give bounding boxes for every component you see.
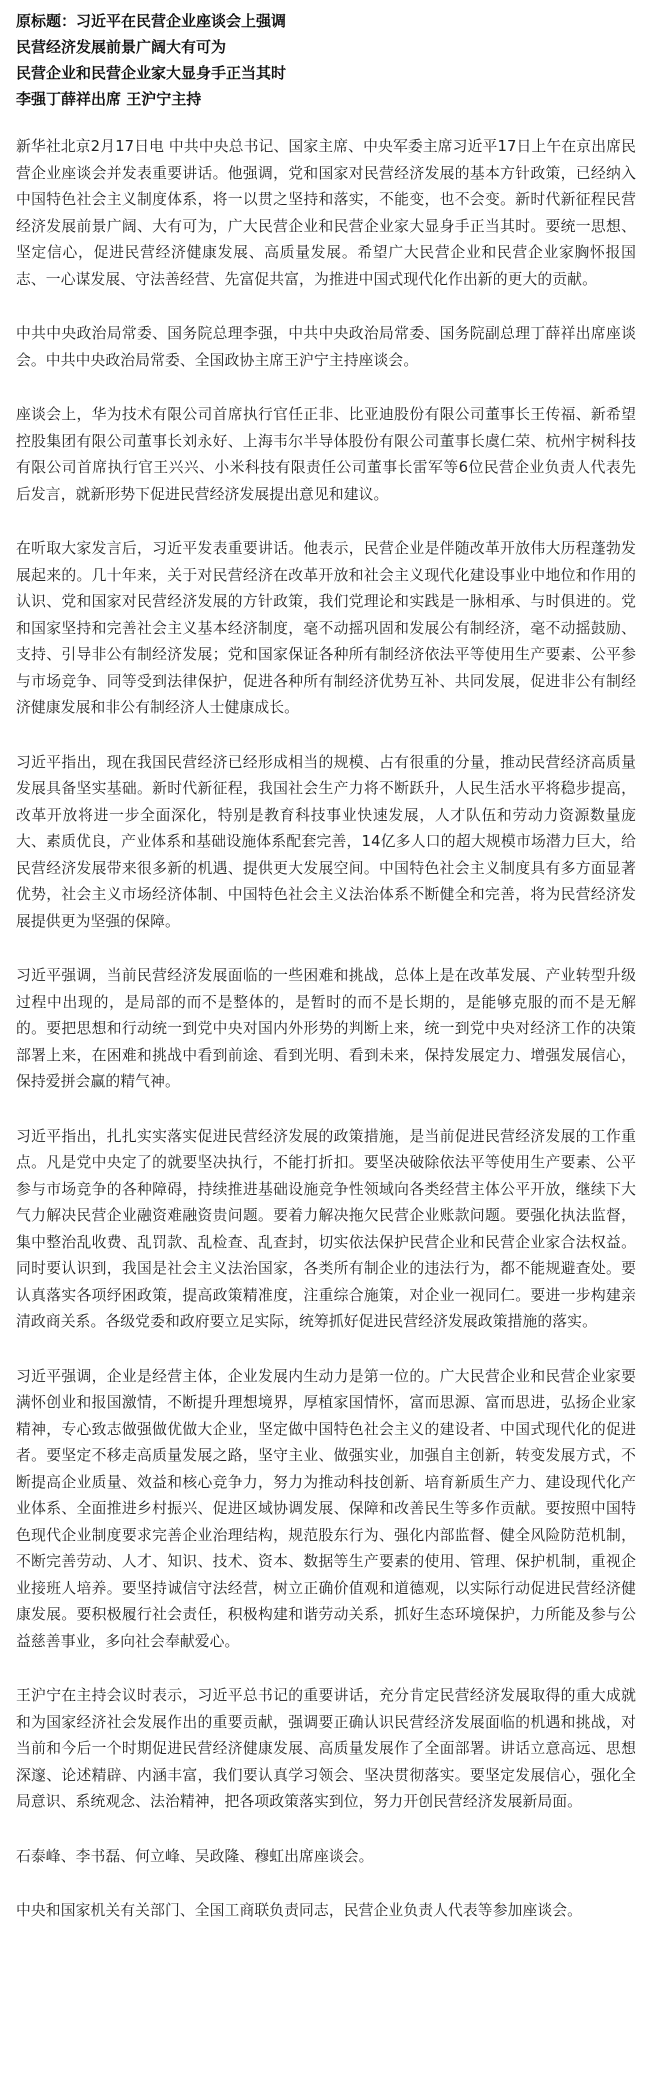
paragraph-10: 石泰峰、李书磊、何立峰、吴政隆、穆虹出席座谈会。: [16, 1847, 374, 1865]
paragraph-9: 王沪宁在主持会议时表示，习近平总书记的重要讲话，充分肯定民营经济发展取得的重大成就和为国家经济社会发展作出的重要贡献，强调要正确认识民营经济发展面临的机遇和挑战，对当前和今后一个时期促进民营经济健康发展、高质量发展作了全面部署。讲话立意高远、思想深邃、论述精辟、内涵丰富，我们要认真学习领会、坚决贯彻落实。要坚定发展信心，强化全局意识、系统观念、法治精神，把各项政策落实到位，努力开创民营经济发展新局面。: [16, 1687, 636, 1810]
paragraph-8: 习近平强调，企业是经营主体，企业发展内生动力是第一位的。广大民营企业和民营企业家要满怀创业和报国激情，不断提升理想境界，厚植家国情怀，富而思源、富而思进，弘扬企业家精神，专心致志做强做优做大企业，坚定做中国特色社会主义的建设者、中国式现代化的促进者。要坚定不移走高质量发展之路，坚守主业、做强实业，加强自主创新，转变发展方式，不断提高企业质量、效益和核心竞争力，努力为推动科技创新、培育新质生产力、建设现代化产业体系、全面推进乡村振兴、促进区域协调发展、保障和改善民生等多作贡献。要按照中国特色现代企业制度要求完善企业治理结构，规范股东行为、强化内部监督、健全风险防范机制，不断完善劳动、人才、知识、技术、资本、数据等生产要素的使用、管理、保护机制，重视企业接班人培养。要坚持诚信守法经营，树立正确价值观和道德观，以实际行动促进民营经济健康发展。要积极履行社会责任，积极构建和谐劳动关系，抓好生态环境保护，力所能及参与公益慈善事业，多向社会奉献爱心。: [16, 1367, 636, 1650]
title-line-3: 李强丁薛祥出席 王沪宁主持: [16, 90, 202, 108]
paragraph-3: 座谈会上，华为技术有限公司首席执行官任正非、比亚迪股份有限公司董事长王传福、新希望控股集团有限公司董事长刘永好、上海韦尔半导体股份有限公司董事长虞仁荣、杭州宇树科技有限公司首席执行官王兴兴、小米科技有限责任公司董事长雷军等6位民营企业负责人代表先后发言，就新形势下促进民营经济发展提出意见和建议。: [16, 406, 636, 503]
paragraph-1: 新华社北京2月17日电 中共中央总书记、国家主席、中央军委主席习近平17日上午在京出席民营企业座谈会并发表重要讲话。他强调，党和国家对民营经济发展的基本方针政策，已经纳入中国特色社会主义制度体系，将一以贯之坚持和落实，不能变，也不会变。新时代新征程民营经济发展前景广阔、大有可为，广大民营企业和民营企业家大显身手正当其时。要统一思想、坚定信心，促进民营经济健康发展、高质量发展。希望广大民营企业和民营企业家胸怀报国志、一心谋发展、守法善经营、先富促共富，为推进中国式现代化作出新的更大的贡献。: [16, 138, 636, 288]
title-line-2: 民营企业和民营企业家大显身手正当其时: [16, 64, 287, 82]
paragraph-2: 中共中央政治局常委、国务院总理李强，中共中央政治局常委、国务院副总理丁薛祥出席座谈会。中共中央政治局常委、全国政协主席王沪宁主持座谈会。: [16, 325, 636, 369]
headline-block: [16, 8, 636, 112]
paragraph-5: 习近平指出，现在我国民营经济已经形成相当的规模、占有很重的分量，推动民营经济高质量发展具备坚实基础。新时代新征程，我国社会生产力将不断跃升，人民生活水平将稳步提高，改革开放将进一步全面深化，特别是教育科技事业快速发展，人才队伍和劳动力资源数量庞大、素质优良，产业体系和基础设施体系配套完善，14亿多人口的超大规模市场潜力巨大，给民营经济发展带来很多新的机遇、提供更大发展空间。中国特色社会主义制度具有多方面显著优势，社会主义市场经济体制、中国特色社会主义法治体系不断健全和完善，将为民营经济发展提供更为坚强的保障。: [16, 753, 636, 930]
paragraph-4: 在听取大家发言后，习近平发表重要讲话。他表示，民营企业是伴随改革开放伟大历程蓬勃发展起来的。几十年来，关于对民营经济在改革开放和社会主义现代化建设事业中地位和作用的认识、党和国家对民营经济发展的方针政策，我们党理论和实践是一脉相承、与时俱进的。党和国家坚持和完善社会主义基本经济制度，毫不动摇巩固和发展公有制经济，毫不动摇鼓励、支持、引导非公有制经济发展；党和国家保证各种所有制经济依法平等使用生产要素、公平参与市场竞争、同等受到法律保护，促进各种所有制经济优势互补、共同发展，促进非公有制经济健康发展和非公有制经济人士健康成长。: [16, 540, 636, 716]
paragraph-11: 中央和国家机关有关部门、全国工商联负责同志，民营企业负责人代表等参加座谈会。: [16, 1902, 583, 1919]
original-title: 原标题：习近平在民营企业座谈会上强调: [16, 12, 287, 30]
paragraph-7: 习近平指出，扎扎实实落实促进民营经济发展的政策措施，是当前促进民营经济发展的工作重点。凡是党中央定了的就要坚决执行，不能打折扣。要坚决破除依法平等使用生产要素、公平参与市场竞争的各种障碍，持续推进基础设施竞争性领域向各类经营主体公平开放，继续下大气力解决民营企业融资难融资贵问题。要着力解决拖欠民营企业账款问题。要强化执法监督，集中整治乱收费、乱罚款、乱检查、乱查封，切实依法保护民营企业和民营企业家合法权益。同时要认识到，我国是社会主义法治国家，各类所有制企业的违法行为，都不能规避查处。要认真落实各项纾困政策，提高政策精准度，注重综合施策，对企业一视同仁。要进一步构建亲清政商关系。各级党委和政府要立足实际，统筹抓好促进民营经济发展政策措施的落实。: [16, 1127, 636, 1330]
title-line-1: 民营经济发展前景广阔大有可为: [16, 38, 227, 56]
paragraph-6: 习近平强调，当前民营经济发展面临的一些困难和挑战，总体上是在改革发展、产业转型升级过程中出现的，是局部的而不是整体的，是暂时的而不是长期的，是能够克服的而不是无解的。要把思想和行动统一到党中央对国内外形势的判断上来，统一到党中央对经济工作的决策部署上来，在困难和挑战中看到前途、看到光明、看到未来，保持发展定力、增强发展信心，保持爱拼会赢的精气神。: [16, 967, 636, 1090]
